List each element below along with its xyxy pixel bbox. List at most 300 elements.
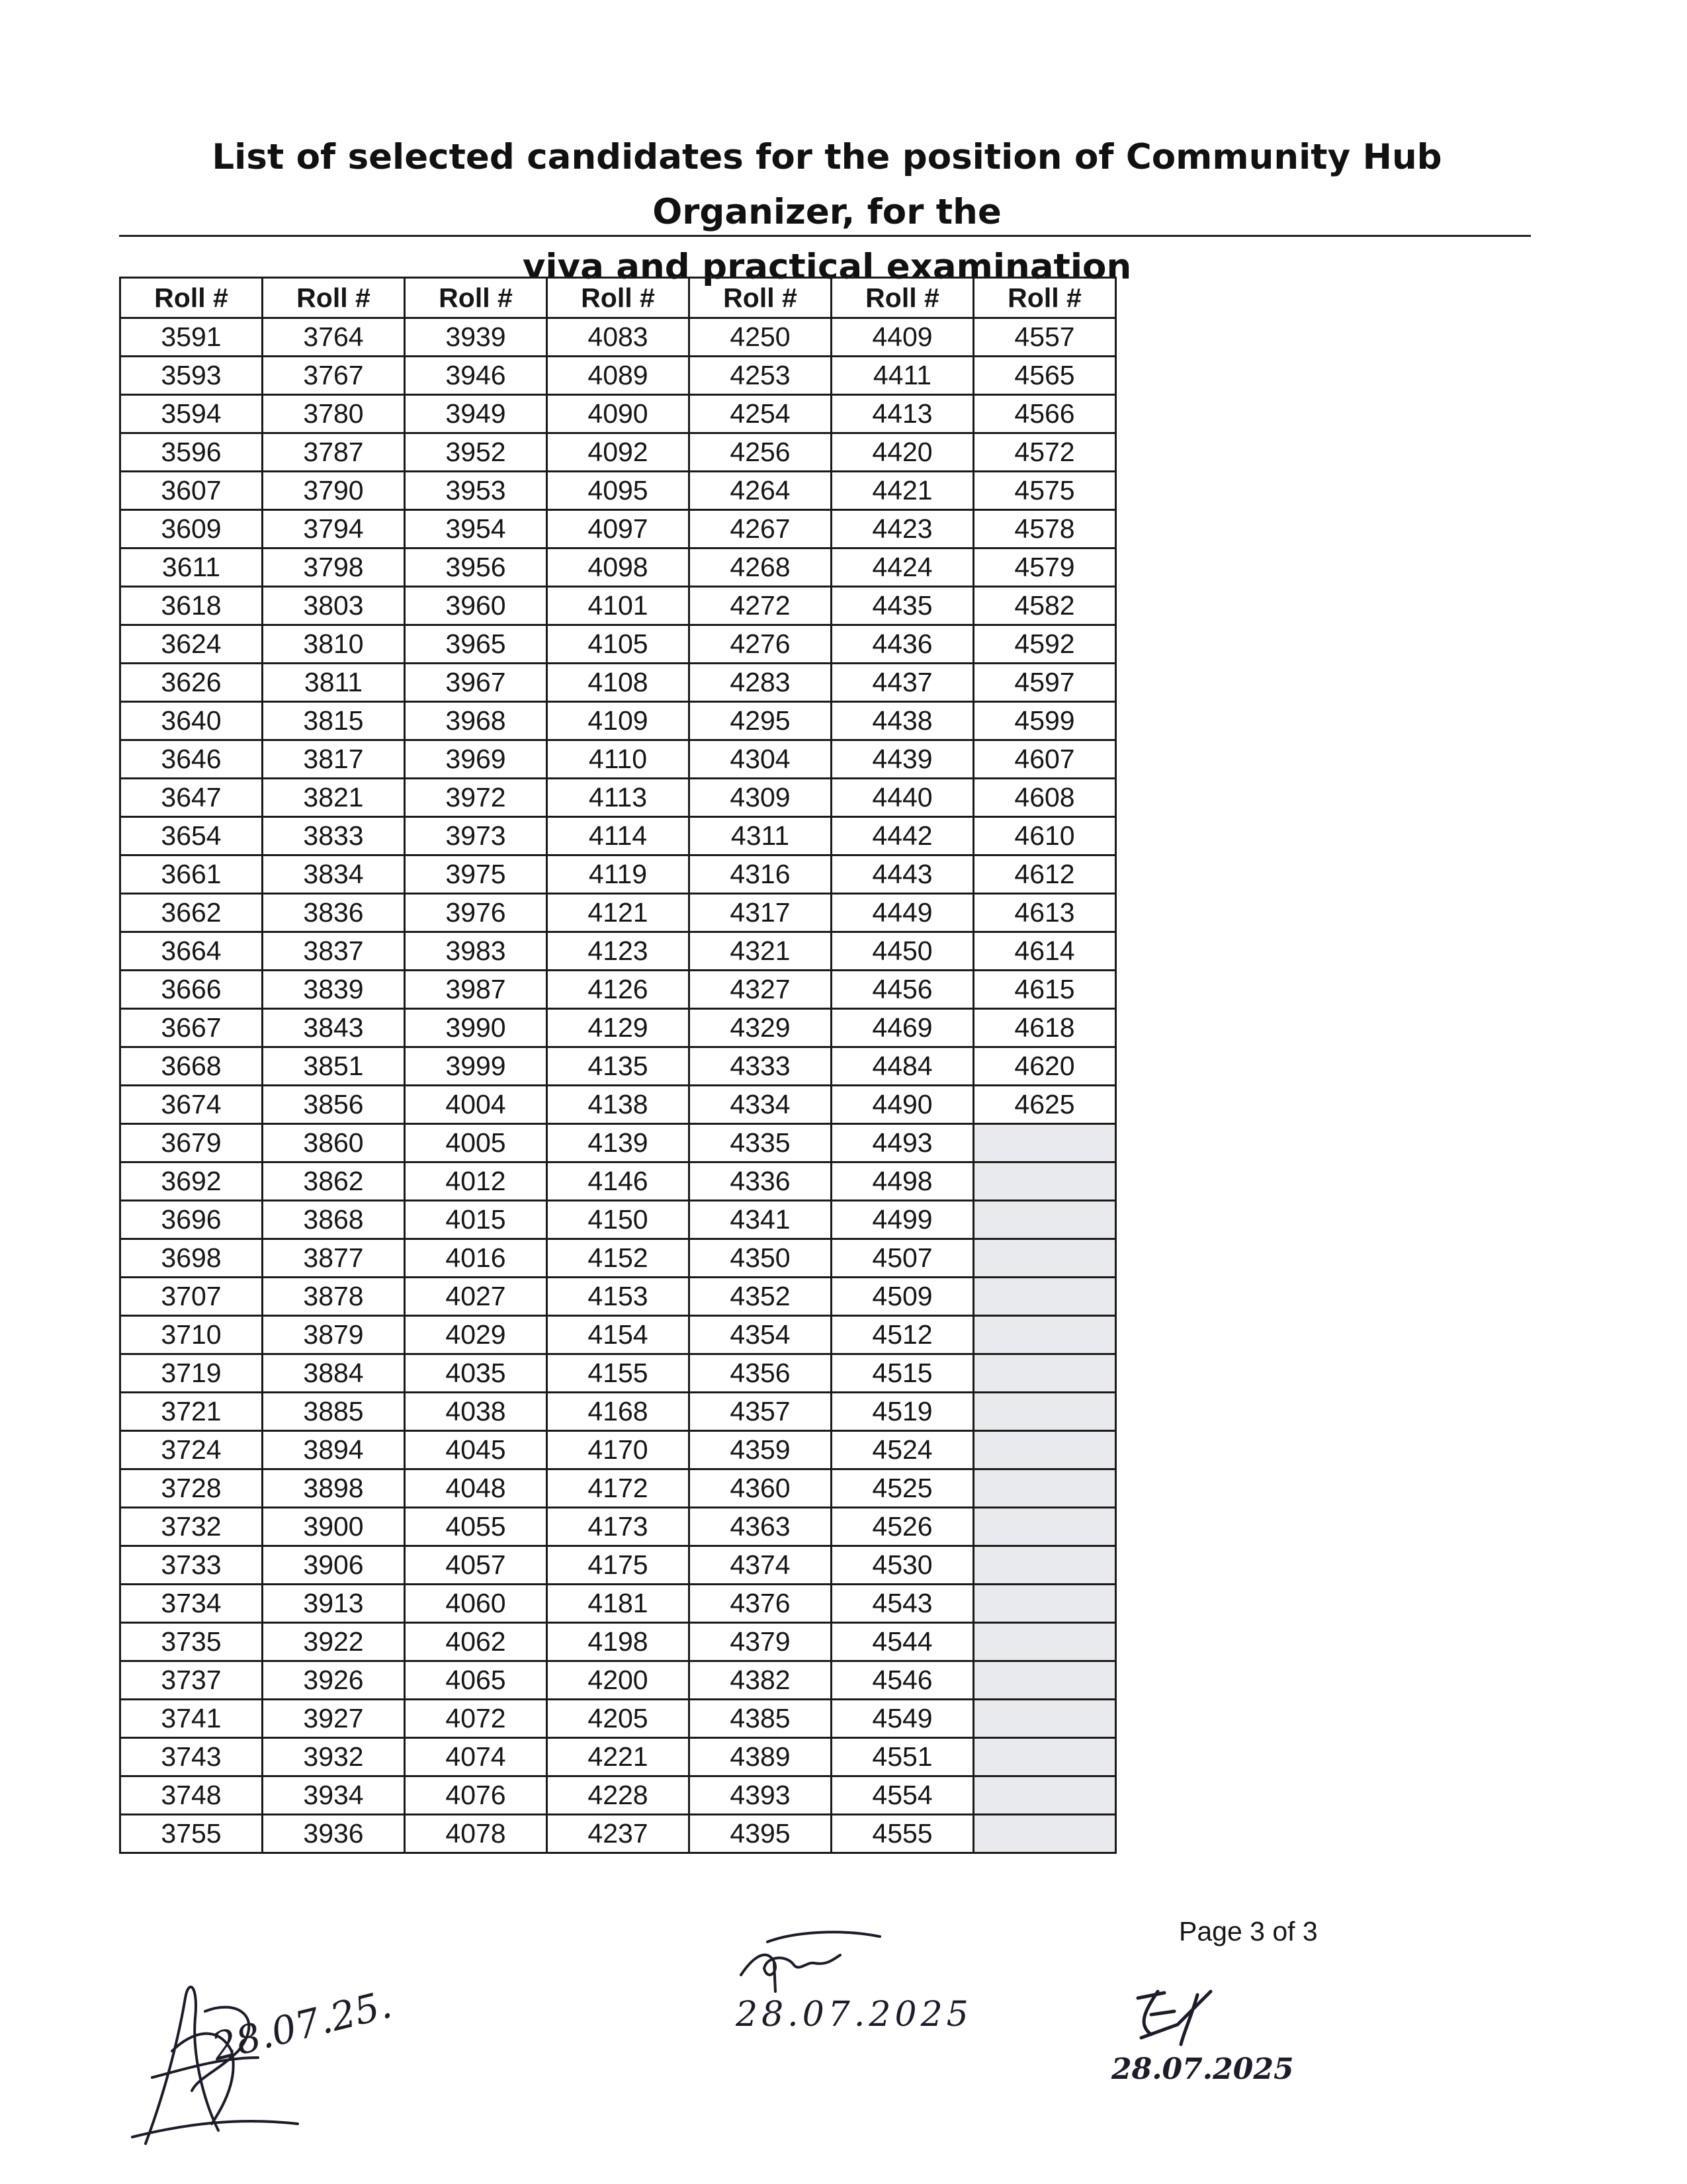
roll-number-cell: 4437 [832,664,974,702]
roll-number-cell: 4060 [405,1585,547,1623]
roll-number-cell: 4352 [689,1278,832,1316]
document-title [119,130,1535,294]
roll-number-cell: 3755 [120,1815,263,1853]
empty-cell [974,1393,1116,1431]
roll-number-cell: 3734 [120,1585,263,1623]
roll-number-cell: 4152 [547,1239,689,1278]
roll-number-cell: 4335 [689,1124,832,1162]
roll-number-cell: 3674 [120,1086,263,1124]
roll-number-cell: 4168 [547,1393,689,1431]
roll-number-cell: 4379 [689,1623,832,1661]
signature-left [106,1958,396,2157]
roll-number-cell: 4519 [832,1393,974,1431]
roll-number-cell: 4327 [689,971,832,1009]
roll-number-cell: 4304 [689,740,832,779]
roll-number-cell: 4443 [832,855,974,894]
roll-number-cell: 4393 [689,1776,832,1815]
roll-number-cell: 3719 [120,1354,263,1393]
roll-number-cell: 4420 [832,433,974,472]
roll-number-cell: 4435 [832,587,974,625]
roll-number-cell: 4336 [689,1162,832,1201]
table-row [120,740,1116,779]
roll-number-cell: 4101 [547,587,689,625]
table-row [120,1162,1116,1201]
roll-number-cell: 4515 [832,1354,974,1393]
roll-number-cell: 3877 [263,1239,405,1278]
roll-number-cell: 3640 [120,702,263,740]
roll-number-cell: 4123 [547,932,689,971]
roll-number-cell: 4098 [547,548,689,587]
roll-number-cell: 3593 [120,357,263,395]
table-row [120,510,1116,548]
roll-number-cell: 4048 [405,1469,547,1508]
roll-number-cell: 3973 [405,817,547,855]
table-row [120,1278,1116,1316]
signature-middle [728,1929,973,2034]
table-row [120,395,1116,433]
table-row [120,779,1116,817]
roll-number-cell: 3710 [120,1316,263,1354]
roll-number-cell: 3698 [120,1239,263,1278]
roll-number-cell: 4129 [547,1009,689,1047]
roll-number-cell: 4442 [832,817,974,855]
roll-number-cell: 4121 [547,894,689,932]
roll-number-cell: 4126 [547,971,689,1009]
roll-number-cell: 3839 [263,971,405,1009]
roll-number-cell: 4341 [689,1201,832,1239]
roll-number-cell: 4409 [832,318,974,357]
roll-number-cell: 4499 [832,1201,974,1239]
roll-number-cell: 3972 [405,779,547,817]
roll-number-cell: 4155 [547,1354,689,1393]
roll-number-cell: 3999 [405,1047,547,1086]
column-header-roll: Roll # [832,278,974,318]
empty-cell [974,1316,1116,1354]
roll-number-cell: 4181 [547,1585,689,1623]
table-row [120,318,1116,357]
roll-number-cell: 3815 [263,702,405,740]
signature-left-date: 28.07.25. [207,1982,396,2070]
table-row [120,855,1116,894]
roll-number-cell: 4359 [689,1431,832,1469]
roll-number-cell: 3798 [263,548,405,587]
roll-number-cell: 3821 [263,779,405,817]
roll-number-cell: 4072 [405,1700,547,1738]
roll-number-cell: 3983 [405,932,547,971]
empty-cell [974,1239,1116,1278]
roll-number-cell: 3898 [263,1469,405,1508]
table-row [120,1201,1116,1239]
title-line-2: viva and practical examination [522,247,1132,287]
roll-number-cell: 3868 [263,1201,405,1239]
table-body [120,318,1116,1853]
roll-number-cell: 4551 [832,1738,974,1776]
roll-number-cell: 3707 [120,1278,263,1316]
roll-number-cell: 4572 [974,433,1116,472]
roll-number-cell: 4395 [689,1815,832,1853]
roll-number-cell: 3960 [405,587,547,625]
roll-number-cell: 3721 [120,1393,263,1431]
roll-number-cell: 3679 [120,1124,263,1162]
roll-number-cell: 4333 [689,1047,832,1086]
table-row [120,472,1116,510]
roll-number-cell: 3654 [120,817,263,855]
roll-number-cell: 3618 [120,587,263,625]
table-header-row [120,278,1116,318]
roll-number-cell: 4512 [832,1316,974,1354]
roll-number-cell: 3949 [405,395,547,433]
roll-number-cell: 4109 [547,702,689,740]
table-row [120,702,1116,740]
roll-number-cell: 4150 [547,1201,689,1239]
roll-number-cell: 4012 [405,1162,547,1201]
roll-number-cell: 4615 [974,971,1116,1009]
roll-number-cell: 4360 [689,1469,832,1508]
roll-number-cell: 4076 [405,1776,547,1815]
roll-number-cell: 4146 [547,1162,689,1201]
table-row [120,817,1116,855]
signature-middle-date: 28.07.2025 [736,1995,973,2034]
roll-number-cell: 4221 [547,1738,689,1776]
empty-cell [974,1623,1116,1661]
table-row [120,1124,1116,1162]
roll-number-cell: 4413 [832,395,974,433]
empty-cell [974,1661,1116,1700]
empty-cell [974,1700,1116,1738]
roll-number-cell: 4153 [547,1278,689,1316]
roll-number-cell: 3748 [120,1776,263,1815]
table-row [120,1047,1116,1086]
roll-number-cell: 4449 [832,894,974,932]
roll-number-cell: 3969 [405,740,547,779]
roll-number-cell: 4614 [974,932,1116,971]
roll-number-cell: 3936 [263,1815,405,1853]
table-row [120,1393,1116,1431]
table-row [120,625,1116,664]
signature-right-date: 28.07.2025 [1111,2052,1294,2086]
roll-number-cell: 4354 [689,1316,832,1354]
roll-number-cell: 3735 [120,1623,263,1661]
roll-number-cell: 4074 [405,1738,547,1776]
roll-number-cell: 4544 [832,1623,974,1661]
signature-right [1111,1978,1294,2086]
roll-number-cell: 3968 [405,702,547,740]
table-row [120,1738,1116,1776]
roll-number-cell: 4198 [547,1623,689,1661]
roll-number-cell: 3954 [405,510,547,548]
empty-cell [974,1162,1116,1201]
roll-number-cell: 4005 [405,1124,547,1162]
roll-number-cell: 3611 [120,548,263,587]
roll-number-cell: 3594 [120,395,263,433]
roll-number-cell: 4436 [832,625,974,664]
roll-number-cell: 3975 [405,855,547,894]
roll-number-cell: 4170 [547,1431,689,1469]
roll-number-cell: 3741 [120,1700,263,1738]
roll-number-cell: 3926 [263,1661,405,1700]
empty-cell [974,1201,1116,1239]
roll-number-cell: 4376 [689,1585,832,1623]
roll-number-cell: 3953 [405,472,547,510]
roll-number-cell: 3692 [120,1162,263,1201]
roll-number-cell: 3696 [120,1201,263,1239]
column-header-roll: Roll # [974,278,1116,318]
roll-number-cell: 4057 [405,1546,547,1585]
roll-number-cell: 4543 [832,1585,974,1623]
roll-number-cell: 4172 [547,1469,689,1508]
roll-number-cell: 3787 [263,433,405,472]
roll-number-cell: 4253 [689,357,832,395]
table-row [120,1776,1116,1815]
roll-number-cell: 4254 [689,395,832,433]
roll-number-cell: 4579 [974,548,1116,587]
title-underline [119,235,1531,237]
roll-number-cell: 4321 [689,932,832,971]
roll-number-cell: 4035 [405,1354,547,1393]
roll-number-cell: 4382 [689,1661,832,1700]
empty-cell [974,1776,1116,1815]
roll-number-cell: 3894 [263,1431,405,1469]
roll-number-cell: 4237 [547,1815,689,1853]
roll-number-cell: 3860 [263,1124,405,1162]
roll-number-cell: 3934 [263,1776,405,1815]
table-row [120,433,1116,472]
roll-number-cell: 3900 [263,1508,405,1546]
roll-number-cell: 4374 [689,1546,832,1585]
table-row [120,1009,1116,1047]
page-number: Page 3 of 3 [1179,1916,1318,1946]
roll-number-cell: 4205 [547,1700,689,1738]
roll-number-cell: 4385 [689,1700,832,1738]
roll-number-cell: 4268 [689,548,832,587]
roll-number-cell: 4350 [689,1239,832,1278]
roll-number-cell: 4114 [547,817,689,855]
roll-number-cell: 4524 [832,1431,974,1469]
empty-cell [974,1738,1116,1776]
table-row [120,1623,1116,1661]
roll-number-cell: 4411 [832,357,974,395]
roll-number-cell: 4613 [974,894,1116,932]
roll-number-cell: 3780 [263,395,405,433]
roll-number-cell: 3666 [120,971,263,1009]
roll-number-cell: 4456 [832,971,974,1009]
table-row [120,971,1116,1009]
roll-number-cell: 4554 [832,1776,974,1815]
roll-number-cell: 4119 [547,855,689,894]
roll-number-cell: 3667 [120,1009,263,1047]
column-header-roll: Roll # [689,278,832,318]
roll-number-cell: 4498 [832,1162,974,1201]
roll-number-cell: 4317 [689,894,832,932]
roll-number-cell: 4525 [832,1469,974,1508]
roll-number-cell: 3591 [120,318,263,357]
roll-number-cell: 4607 [974,740,1116,779]
table-row [120,1815,1116,1853]
roll-number-cell: 4015 [405,1201,547,1239]
roll-number-cell: 4267 [689,510,832,548]
roll-number-cell: 3990 [405,1009,547,1047]
column-header-roll: Roll # [547,278,689,318]
roll-number-cell: 4276 [689,625,832,664]
roll-number-cell: 4329 [689,1009,832,1047]
roll-number-cell: 4016 [405,1239,547,1278]
roll-number-cell: 4256 [689,433,832,472]
roll-number-cell: 4055 [405,1508,547,1546]
table-row [120,894,1116,932]
roll-number-cell: 4097 [547,510,689,548]
roll-number-cell: 4316 [689,855,832,894]
roll-number-cell: 4113 [547,779,689,817]
table-row [120,1661,1116,1700]
roll-number-cell: 4108 [547,664,689,702]
roll-number-cell: 3834 [263,855,405,894]
roll-number-cell: 4610 [974,817,1116,855]
roll-number-cell: 3878 [263,1278,405,1316]
roll-number-cell: 4175 [547,1546,689,1585]
roll-number-cell: 3732 [120,1508,263,1546]
roll-number-cell: 3811 [263,664,405,702]
roll-number-cell: 4493 [832,1124,974,1162]
empty-cell [974,1585,1116,1623]
roll-number-cell: 4105 [547,625,689,664]
roll-number-cell: 4089 [547,357,689,395]
roll-number-cell: 4272 [689,587,832,625]
roll-number-cell: 4566 [974,395,1116,433]
roll-number-cell: 4078 [405,1815,547,1853]
roll-number-cell: 3884 [263,1354,405,1393]
roll-number-cell: 4228 [547,1776,689,1815]
roll-number-cell: 4490 [832,1086,974,1124]
roll-number-cell: 3596 [120,433,263,472]
roll-number-cell: 3976 [405,894,547,932]
roll-number-cell: 4549 [832,1700,974,1738]
table-row [120,548,1116,587]
roll-number-cell: 3733 [120,1546,263,1585]
roll-number-cell: 3790 [263,472,405,510]
roll-number-cell: 3728 [120,1469,263,1508]
roll-number-cell: 3764 [263,318,405,357]
table-row [120,1585,1116,1623]
empty-cell [974,1354,1116,1393]
roll-number-cell: 4283 [689,664,832,702]
roll-number-cell: 4356 [689,1354,832,1393]
roll-number-cell: 4092 [547,433,689,472]
roll-number-cell: 3885 [263,1393,405,1431]
roll-number-cell: 3662 [120,894,263,932]
roll-number-cell: 4138 [547,1086,689,1124]
roll-number-cell: 3952 [405,433,547,472]
roll-number-cell: 4250 [689,318,832,357]
roll-number-cell: 4110 [547,740,689,779]
roll-number-cell: 4620 [974,1047,1116,1086]
roll-number-cell: 4438 [832,702,974,740]
roll-number-cell: 3879 [263,1316,405,1354]
roll-number-cell: 3609 [120,510,263,548]
roll-number-cell: 3987 [405,971,547,1009]
roll-number-cell: 4440 [832,779,974,817]
roll-number-cell: 4546 [832,1661,974,1700]
roll-number-cell: 4612 [974,855,1116,894]
roll-number-cell: 4309 [689,779,832,817]
table-row [120,664,1116,702]
roll-number-cell: 4004 [405,1086,547,1124]
table-row [120,1700,1116,1738]
roll-number-cell: 4469 [832,1009,974,1047]
roll-number-cell: 4154 [547,1316,689,1354]
roll-number-cell: 3803 [263,587,405,625]
roll-number-cell: 4599 [974,702,1116,740]
roll-number-cell: 3836 [263,894,405,932]
table-row [120,1469,1116,1508]
roll-number-cell: 4597 [974,664,1116,702]
roll-number-cell: 3939 [405,318,547,357]
roll-number-cell: 4618 [974,1009,1116,1047]
roll-number-cell: 3810 [263,625,405,664]
roll-number-cell: 3927 [263,1700,405,1738]
roll-number-cell: 4139 [547,1124,689,1162]
table-row [120,1239,1116,1278]
roll-number-cell: 4526 [832,1508,974,1546]
roll-number-cell: 3646 [120,740,263,779]
roll-number-cell: 3737 [120,1661,263,1700]
empty-cell [974,1546,1116,1585]
column-header-roll: Roll # [263,278,405,318]
roll-number-cell: 3767 [263,357,405,395]
roll-number-cell: 3922 [263,1623,405,1661]
roll-number-cell: 4045 [405,1431,547,1469]
table-row [120,1316,1116,1354]
roll-number-cell: 3794 [263,510,405,548]
roll-number-cell: 4557 [974,318,1116,357]
roll-number-cell: 4555 [832,1815,974,1853]
roll-number-cell: 3833 [263,817,405,855]
roll-number-cell: 4509 [832,1278,974,1316]
roll-number-cell: 4065 [405,1661,547,1700]
roll-number-cell: 3967 [405,664,547,702]
empty-cell [974,1278,1116,1316]
roll-number-cell: 4135 [547,1047,689,1086]
roll-number-cell: 3647 [120,779,263,817]
roll-number-cell: 4565 [974,357,1116,395]
title-line-1: List of selected candidates for the position of Community Hub Organizer, for the [212,137,1442,232]
empty-cell [974,1815,1116,1853]
roll-number-cell: 3862 [263,1162,405,1201]
table-row [120,1508,1116,1546]
table-row [120,1546,1116,1585]
roll-number-cell: 3837 [263,932,405,971]
roll-number-cell: 4200 [547,1661,689,1700]
roll-number-cell: 4439 [832,740,974,779]
roll-number-cell: 4295 [689,702,832,740]
roll-number-cell: 3843 [263,1009,405,1047]
roll-number-cell: 3913 [263,1585,405,1623]
roll-number-cell: 3817 [263,740,405,779]
roll-number-cell: 4421 [832,472,974,510]
roll-number-cell: 4484 [832,1047,974,1086]
roll-number-cell: 4027 [405,1278,547,1316]
roll-number-cell: 3946 [405,357,547,395]
roll-number-cell: 3932 [263,1738,405,1776]
roll-number-cell: 4264 [689,472,832,510]
roll-number-table [119,277,1117,1854]
roll-number-cell: 3956 [405,548,547,587]
roll-number-cell: 4389 [689,1738,832,1776]
roll-number-cell: 4357 [689,1393,832,1431]
roll-number-cell: 4625 [974,1086,1116,1124]
table-row [120,1354,1116,1393]
roll-number-cell: 4582 [974,587,1116,625]
empty-cell [974,1124,1116,1162]
